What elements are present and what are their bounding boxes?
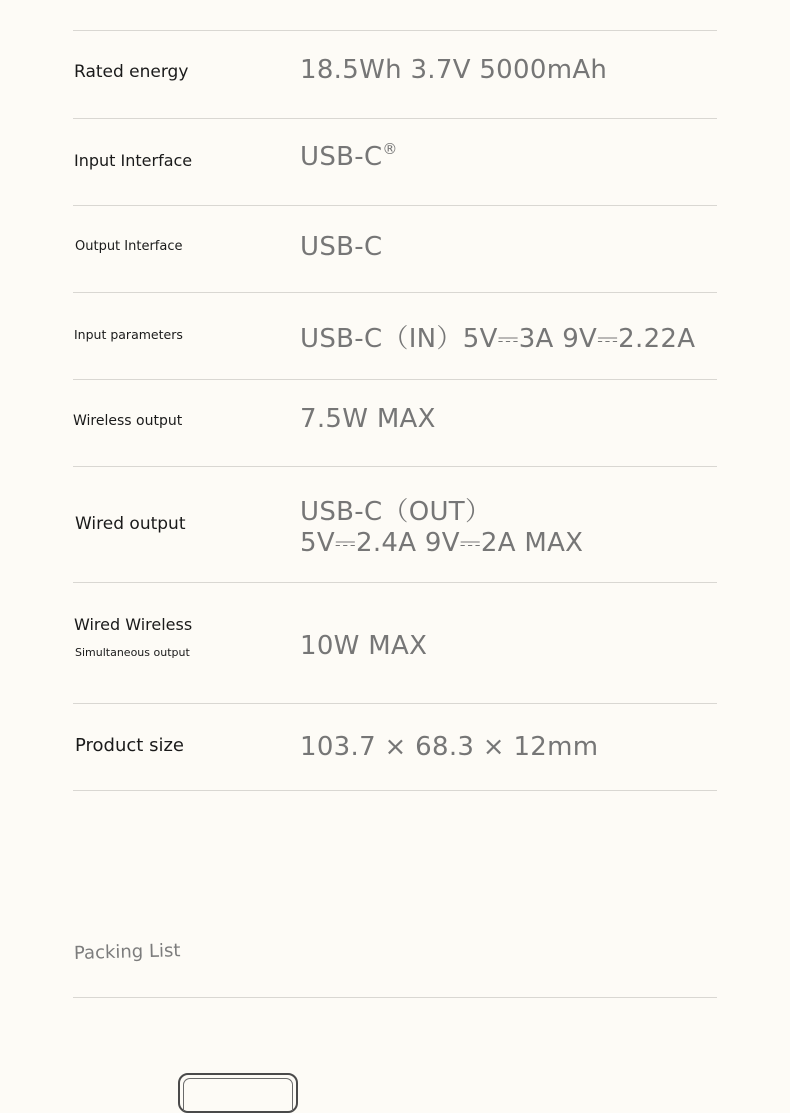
divider [73, 205, 717, 206]
spec-label-output-interface: Output Interface [75, 239, 183, 254]
divider [73, 379, 717, 380]
divider [73, 30, 717, 31]
spec-label-input-parameters: Input parameters [74, 327, 183, 342]
power-bank-illustration [178, 1073, 298, 1113]
spec-label-product-size: Product size [75, 735, 184, 756]
spec-value-wired-output-line2: 5V⎓2.4A 9V⎓2A MAX [300, 528, 584, 558]
registered-mark: ® [382, 140, 398, 158]
spec-value-output-interface: USB-C [300, 232, 383, 262]
divider [73, 118, 717, 119]
spec-sublabel-simultaneous-output: Simultaneous output [75, 646, 190, 659]
divider [73, 703, 717, 704]
spec-label-wired-wireless: Wired Wireless [74, 615, 193, 634]
divider [73, 292, 717, 293]
spec-value-wired-wireless: 10W MAX [300, 631, 428, 661]
spec-value-product-size: 103.7 × 68.3 × 12mm [300, 732, 599, 762]
spec-label-rated-energy: Rated energy [74, 62, 189, 82]
spec-value-wired-output-line1: USB-C（OUT） [300, 497, 492, 527]
spec-value-rated-energy: 18.5Wh 3.7V 5000mAh [300, 55, 608, 85]
spec-value-input-interface-text: USB-C [300, 142, 383, 172]
spec-value-input-interface [300, 142, 398, 172]
spec-value-input-parameters: USB-C（IN）5V⎓3A 9V⎓2.22A [300, 324, 696, 354]
spec-label-input-interface: Input Interface [74, 151, 193, 170]
packing-list-heading: Packing List [73, 940, 181, 964]
divider [73, 997, 717, 998]
divider [73, 790, 717, 791]
divider [73, 582, 717, 583]
divider [73, 466, 717, 467]
spec-value-wireless-output: 7.5W MAX [300, 404, 436, 434]
power-bank-illustration-inner [183, 1078, 293, 1111]
spec-label-wired-output: Wired output [75, 514, 186, 534]
spec-label-wireless-output: Wireless output [73, 413, 183, 429]
